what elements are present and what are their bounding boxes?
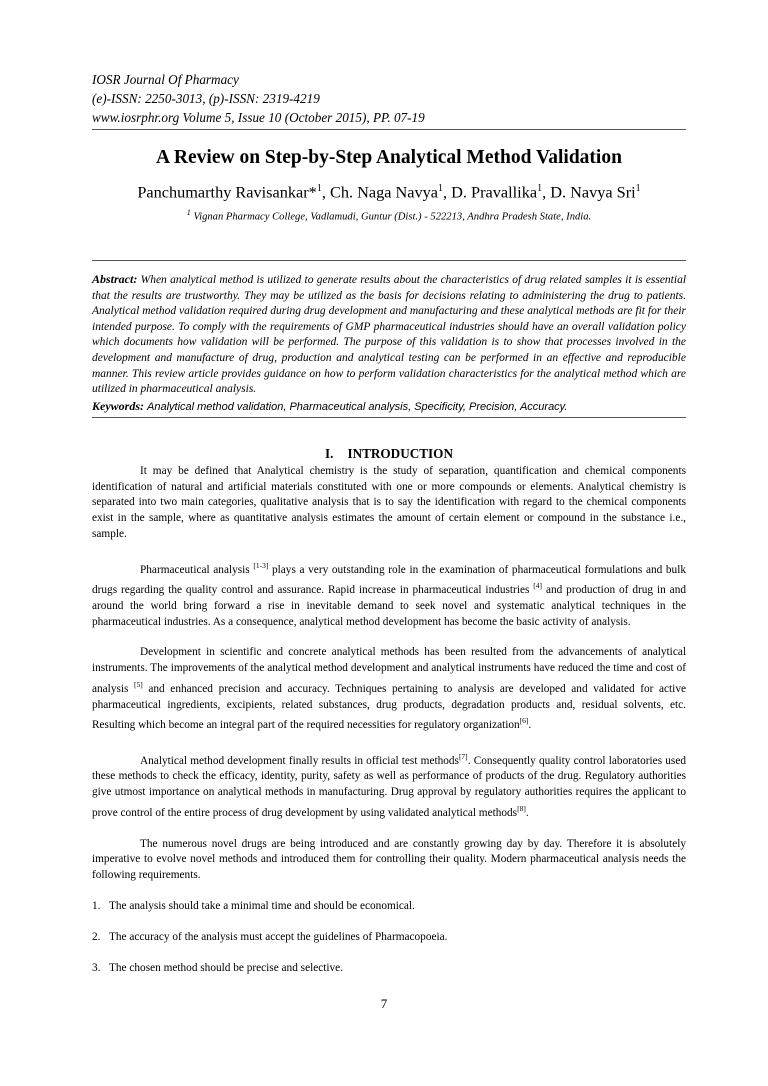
citation-ref: [7] [458,751,468,761]
author-affil-mark: 1 [537,183,543,194]
intro-paragraph: The numerous novel drugs are being introduced and are constantly growing day by day. Therefore it is absolutely imperative to evolve novel methods and introduced them for controlling their quality. Modern pharmaceutical analysis needs the following requirements. [92,837,686,882]
author-separator: , [542,182,551,202]
list-item [92,961,686,977]
paragraph-text: Analytical method development finally results in official test methods [140,754,459,767]
author-name: D. Navya Sri [550,182,636,202]
section-number: I. [325,445,334,461]
section-title: INTRODUCTION [347,445,453,461]
paragraph-text: plays a very outstanding role in the examination of pharmaceutical formulations and bulk drugs regarding the quality control and assurance. Rapid increase in pharmaceutical industries [92,563,686,597]
paragraph-text: Pharmaceutical analysis [140,563,254,576]
list-text: The analysis should take a minimal time and should be economical. [109,900,415,913]
intro-paragraph [92,558,686,631]
abstract-bottom-divider [92,417,686,418]
list-item [92,899,686,915]
intro-paragraph [92,749,686,822]
author-name: Panchumarthy Ravisankar* [137,182,317,202]
citation-ref: [8] [517,804,526,814]
paragraph-text: and production of drug in and around the world bring forward a rise in inevitable demand to seek novel and systematic analytical techniques in the pharmaceutical industries. As a consequence, analytical method development has become the basic activity of analysis. [92,584,686,628]
author-separator: , [443,182,452,202]
keywords [92,398,686,415]
journal-issn: (e)-ISSN: 2250-3013, (p)-ISSN: 2319-4219 [92,91,320,106]
list-number: 3. [92,961,101,974]
intro-paragraph: It may be defined that Analytical chemistry is the study of separation, quantification and chemical components identification of natural and artificial materials constituted with one or more compounds or elements. Analytical chemistry is separated into two main categories, qualitative analysis that is to say the identification with regard to the chemical components exist in the sample, where as quantitative analysis estimates the amount of certain element or compound in the substance i.e., sample. [92,464,686,540]
journal-volume: www.iosrphr.org Volume 5, Issue 10 (October 2015), PP. 07-19 [92,110,425,125]
author-name: Ch. Naga Navya [329,182,439,202]
list-text: The accuracy of the analysis must accept the guidelines of Pharmacopoeia. [109,930,448,943]
list-number: 1. [92,900,101,913]
author-affil-mark: 1 [635,183,641,194]
header-divider [92,129,686,130]
page-number: 7 [380,996,388,1011]
author-separator: , [321,182,330,202]
keywords-label: Keywords: [92,398,144,413]
paragraph-text: Development in scientific and concrete analytical methods has been resulted from the advancements of analytical instruments. The improvements of the analytical method development and analytical instruments have reduced the time and cost of analysis [92,646,686,695]
author-affil-mark: 1 [438,183,444,194]
abstract-text: When analytical method is utilized to generate results about the characteristics of drug related samples it is essential that the results are trustworthy. They may be utilized as the basis for decisions relating to administering the drug to patients. Analytical method validation required during drug development and manufacturing and these analytical methods are fit for their intended purpose. To comply with the requirements of GMP pharmaceutical industries should have an overall validation policy which documents how validation will be performed. The purpose of this validation is to show that processes involved in the development and manufacture of drug, production and analytical testing can be performed in an effective and reproducible manner. This review article provides guidance on how to perform validation characteristics for the analytical method which are utilized in pharmaceutical analysis. [92,273,687,396]
citation-ref: [1-3] [253,560,269,570]
intro-paragraph [92,645,686,734]
keywords-text: Analytical method validation, Pharmaceutical analysis, Specificity, Precision, Accuracy. [147,400,568,413]
affiliation-text: Vignan Pharmacy College, Vadlamudi, Guntur (Dist.) - 522213, Andhra Pradesh State, India. [193,211,592,223]
citation-ref: [6] [519,716,529,726]
abstract-top-divider [92,260,686,261]
citation-ref: [4] [533,581,543,591]
paper-page [92,70,686,976]
list-item [92,930,686,946]
abstract-label: Abstract: [92,271,138,286]
author-name: D. Pravallika [451,182,538,202]
paragraph-text: . Consequently quality control laboratories used these methods to check the efficacy, identity, purity, safety as well as performance of products of the drug. Regulatory authorities give utmost importance on analytical methods in manufacturing. Drug approval by regulatory authorities requires the applicant to prove control of the entire process of drug development by using validated analytical methods [92,754,686,819]
affiliation [92,205,686,225]
affiliation-mark: 1 [186,208,191,218]
author-affil-mark: 1 [316,183,322,194]
abstract [92,272,686,398]
paragraph-text: and enhanced precision and accuracy. Techniques pertaining to analysis are developed and validated for active pharmaceutical ingredients, excipients, related substances, drug products, degradation products and, residual solvents, etc. Resulting which become an integral part of the required necessities for regulatory organization [92,682,686,732]
list-text: The chosen method should be precise and selective. [109,961,344,974]
paragraph-text: . [528,719,532,732]
section-heading [92,445,686,463]
citation-ref: [5] [134,680,143,689]
journal-name: IOSR Journal Of Pharmacy [92,72,239,87]
paragraph-text: . [525,806,529,819]
list-number: 2. [92,930,101,943]
paper-title: A Review on Step-by-Step Analytical Method Validation [156,147,622,168]
author-list [92,178,686,203]
